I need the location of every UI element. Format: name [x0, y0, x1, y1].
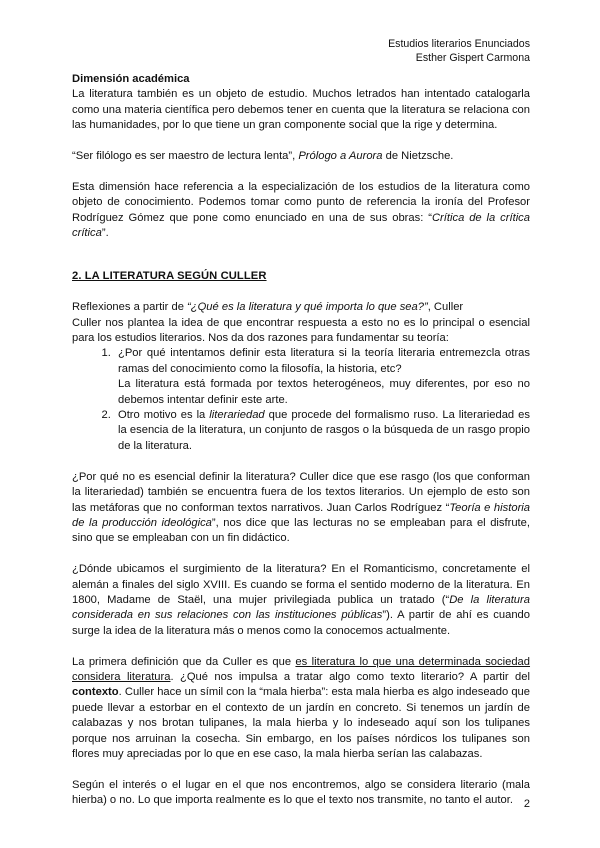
text-run: ”. — [101, 227, 109, 240]
text-run: , Culler — [427, 301, 464, 314]
paragraph-reflexiones — [72, 300, 530, 315]
text-run: ¿Dónde ubicamos el surgimiento de la literatura? En el Romanticismo, concretamente el alemán a finales del siglo XVIII. Es cuando se forma el sentido moderno de la literatura. En 1800, Madame de Staël, una mujer privilegiada publica un tratado (“ — [72, 563, 530, 606]
text-run: Esta dimensión hace referencia a la especialización de los estudios de la literatura como objeto de conocimiento. Podemos tomar como punto de referencia la ironía del Profesor Rodríguez Gómez que pone como enunciado en una de sus obras: “ — [72, 180, 530, 224]
text-run: La primera definición que da Culler es que — [72, 655, 296, 668]
list-item — [114, 408, 530, 454]
paragraph-literariedad — [72, 470, 530, 547]
header-course: Estudios literarios Enunciados — [388, 38, 530, 50]
text-run: ”). A partir de ahí es cuando surge la idea de la literatura más o menos como la conocemos actualmente. — [72, 609, 530, 637]
text-run: . Culler hace un símil con la “mala hierba”: esta mala hierba es algo indeseado que puede llevar a estorbar en el contexto de un jardín en concreto. Si tenemos un jardín de calabazas y nos brotan tulipanes, la mala hierba y lo indeseado aquí son los tulipanes porque nos arruinan la cosecha. Sin embargo, en los países nórdicos los tulipanes son flores muy apreciadas por lo que en ese caso, la mala hierba serían las calabazas. — [72, 686, 530, 760]
work-title: “¿Qué es la literatura y qué importa lo que sea?” — [187, 301, 428, 314]
section-heading-dimension: Dimensión académica — [72, 73, 190, 85]
section-heading-culler: 2. LA LITERATURA SEGÚN CULLER — [72, 270, 267, 283]
text-run: Reflexiones a partir de — [72, 301, 188, 314]
page-number: 2 — [523, 798, 530, 810]
paragraph-nietzsche-quote — [72, 149, 530, 164]
paragraph-objeto-estudio: La literatura también es un objeto de estudio. Muchos letrados han intentado catalogarla como una materia científica pero debemos tener en cuenta que la literatura se relaciona con las humanidades, por lo que tiene un gran componente social que la rige y determina. — [72, 88, 530, 132]
underlined-definition: es literatura lo que una determinada sociedad considera literatura — [72, 655, 531, 683]
paragraph-romanticismo — [72, 562, 530, 639]
paragraph-definicion — [72, 655, 530, 763]
bold-term: contexto — [72, 686, 119, 699]
paragraph-especializacion — [72, 180, 530, 242]
quote-source: Prólogo a Aurora — [298, 150, 383, 163]
page-header — [388, 37, 530, 65]
list-item-answer: La literatura está formada por textos heterogéneos, muy diferentes, por eso no debemos intentar definir este arte. — [118, 378, 530, 406]
work-title: De la literatura considerada en sus relaciones con las instituciones públicas — [72, 593, 530, 622]
quote-text: “Ser filólogo es ser maestro de lectura lenta”, — [72, 150, 299, 163]
header-author: Esther Gispert Carmona — [415, 52, 530, 64]
quote-author: de Nietzsche. — [382, 150, 454, 163]
work-title: Teoría e historia de la producción ideológica — [72, 501, 530, 529]
paragraph-razones: Culler nos plantea la idea de que encontrar respuesta a esto no es lo principal o esencial para los estudios literarios. Nos da dos razones para fundamentar su teoría: — [72, 316, 530, 345]
text-run: ”, nos dice que las lecturas no se empleaban para el disfrute, sino que se empleaban con un fin didáctico. — [72, 516, 530, 545]
reasons-list — [72, 346, 530, 454]
text-run: . ¿Qué nos impulsa a tratar algo como texto literario? A partir del — [170, 670, 530, 683]
list-item — [114, 346, 530, 408]
text-run: ¿Por qué no es esencial definir la literatura? Culler dice que ese rasgo (los que conforman la literariedad) también se encuentra fuera de los textos literarios. Un ejemplo de esto son las metáforas que no conforman textos narrativos. Juan Carlos Rodríguez “ — [72, 470, 530, 514]
paragraph-interes: Según el interés o el lugar en el que nos encontremos, algo se considera literario (mala hierba) o no. Lo que importa realmente es lo que el texto nos transmite, no tanto el autor. — [72, 778, 530, 807]
text-run: Otro motivo es la — [118, 409, 210, 422]
text-run: que procede del formalismo ruso. La literariedad es la esencia de la literatura, un conjunto de rasgos o la búsqueda de un rasgo propio de la literatura. — [118, 409, 530, 452]
list-item-question: 1. ¿Por qué intentamos definir esta literatura si la teoría literaria entremezcla otras ramas del conocimiento como la filosofía, la historia, etc? — [118, 347, 530, 375]
work-title: Crítica de la crítica crítica — [72, 211, 530, 240]
term: literariedad — [209, 409, 265, 422]
document-body — [72, 72, 530, 809]
